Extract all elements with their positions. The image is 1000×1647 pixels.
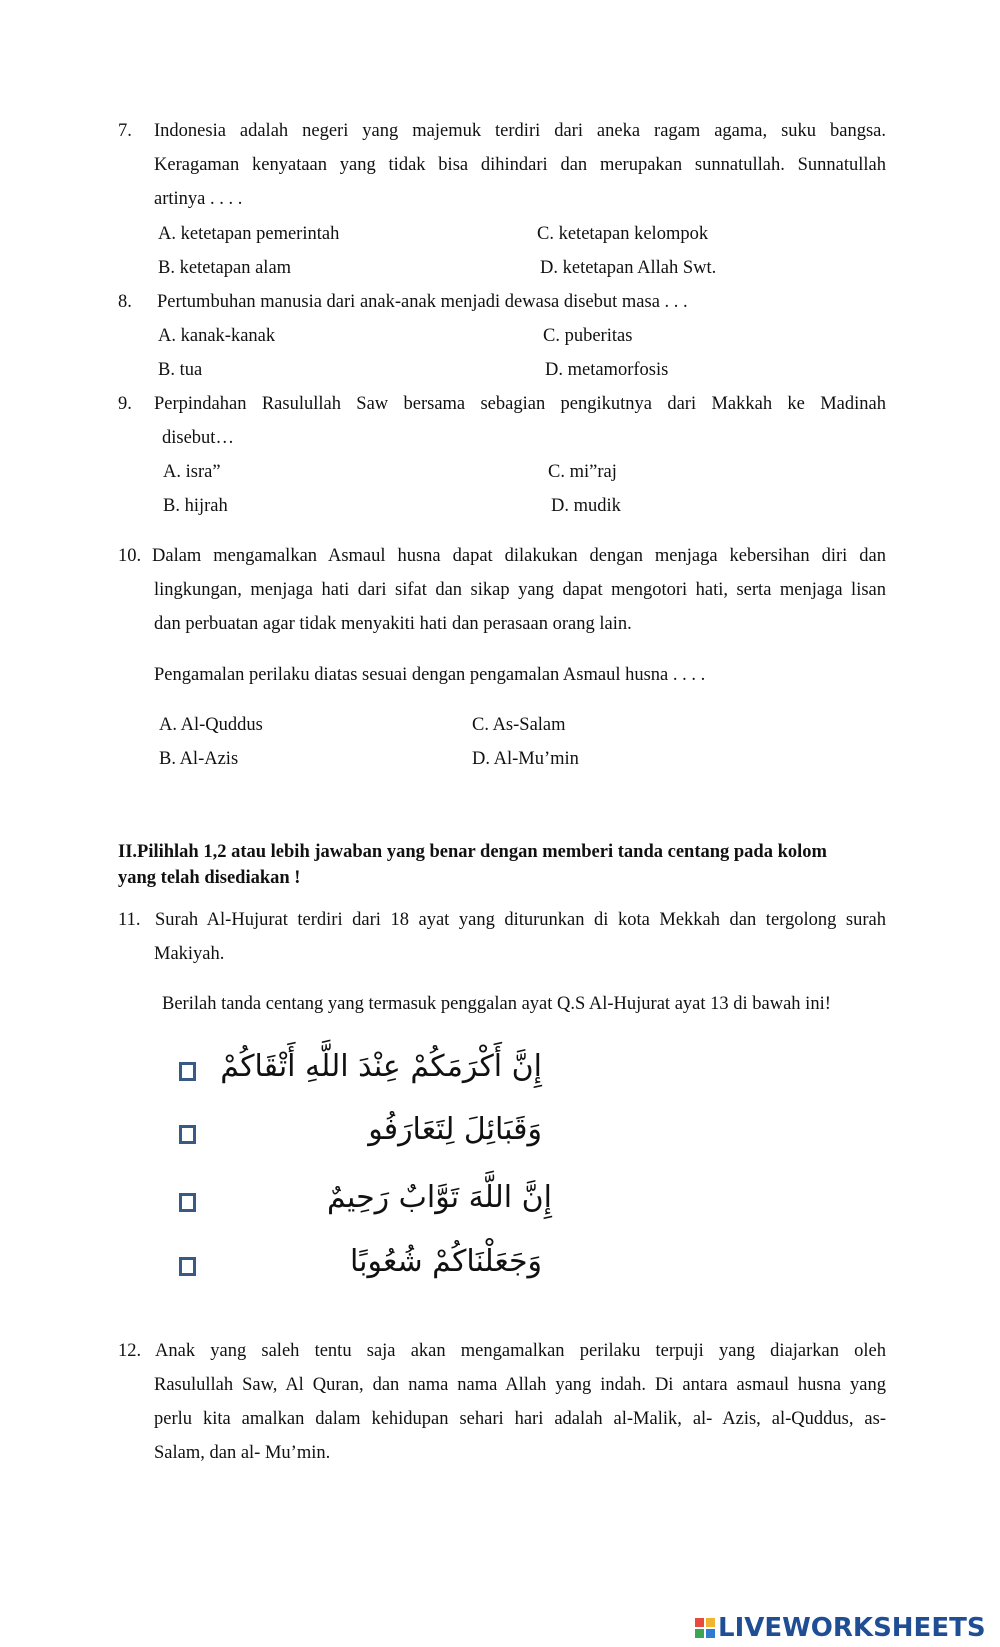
question-text: Surah Al-Hujurat terdiri dari 18 ayat yang diturunkan di kota Mekkah dan tergolong surah bbox=[155, 910, 886, 930]
option-b: B. tua bbox=[158, 360, 203, 380]
arabic-verse-choice: وَجَعَلْنَاكُمْ شُعُوبًا bbox=[349, 1244, 542, 1279]
option-c: C. mi”raj bbox=[548, 462, 617, 482]
answer-checkbox[interactable] bbox=[179, 1257, 196, 1276]
option-a: A. isra” bbox=[163, 462, 221, 482]
option-c: C. puberitas bbox=[543, 326, 633, 346]
option-b: B. hijrah bbox=[163, 496, 228, 516]
question-text: Makiyah. bbox=[154, 944, 225, 964]
section-heading: yang telah disediakan ! bbox=[118, 868, 301, 888]
option-a: A. Al-Quddus bbox=[159, 715, 263, 735]
question-text: Perpindahan Rasulullah Saw bersama sebagian pengikutnya dari Makkah ke Madinah bbox=[154, 394, 886, 414]
answer-checkbox[interactable] bbox=[179, 1125, 196, 1144]
question-number: 12. bbox=[118, 1341, 142, 1361]
option-b: B. Al-Azis bbox=[159, 749, 239, 769]
section-heading: II.Pilihlah 1,2 atau lebih jawaban yang benar dengan memberi tanda centang pada kolom bbox=[118, 842, 827, 862]
question-text: lingkungan, menjaga hati dari sifat dan sikap yang dapat mengotori hati, serta menjaga lisan bbox=[154, 580, 886, 600]
option-c: C. ketetapan kelompok bbox=[537, 224, 709, 244]
question-text: Dalam mengamalkan Asmaul husna dapat dilakukan dengan menjaga kebersihan diri dan bbox=[152, 546, 886, 566]
arabic-verse-choice: إِنَّ اللَّهَ تَوَّابٌ رَحِيمٌ bbox=[327, 1180, 552, 1215]
option-d: D. mudik bbox=[551, 496, 621, 516]
question-text: disebut… bbox=[162, 428, 234, 448]
question-number: 8. bbox=[118, 292, 132, 312]
logo-text: LIVEWORKSHEETS bbox=[718, 1613, 986, 1643]
question-number: 7. bbox=[118, 121, 132, 141]
arabic-verse-choice: وَقَبَائِلَ لِتَعَارَفُو bbox=[368, 1112, 542, 1147]
question-prompt: Pengamalan perilaku diatas sesuai dengan pengamalan Asmaul husna . . . . bbox=[154, 665, 706, 685]
question-number: 9. bbox=[118, 394, 132, 414]
question-text: Keragaman kenyataan yang tidak bisa dihindari dan merupakan sunnatullah. Sunnatullah bbox=[154, 155, 886, 175]
logo-icon bbox=[695, 1618, 715, 1638]
question-text: Anak yang saleh tentu saja akan mengamalkan perilaku terpuji yang diajarkan oleh bbox=[155, 1341, 886, 1361]
option-b: B. ketetapan alam bbox=[158, 258, 292, 278]
arabic-verse-choice: إِنَّ أَكْرَمَكُمْ عِنْدَ اللَّهِ أَتْقَاكُمْ bbox=[220, 1049, 542, 1084]
answer-checkbox[interactable] bbox=[179, 1062, 196, 1081]
question-text: perlu kita amalkan dalam kehidupan sehari hari adalah al-Malik, al- Azis, al-Quddus, as- bbox=[154, 1409, 886, 1429]
question-text: Indonesia adalah negeri yang majemuk terdiri dari aneka ragam agama, suku bangsa. bbox=[154, 121, 886, 141]
option-d: D. metamorfosis bbox=[545, 360, 669, 380]
question-text: artinya . . . . bbox=[154, 189, 243, 209]
question-text: Pertumbuhan manusia dari anak-anak menjadi dewasa disebut masa . . . bbox=[157, 292, 688, 312]
question-text: dan perbuatan agar tidak menyakiti hati dan perasaan orang lain. bbox=[154, 614, 632, 634]
question-number: 11. bbox=[118, 910, 141, 930]
option-d: D. ketetapan Allah Swt. bbox=[540, 258, 717, 278]
question-text: Rasulullah Saw, Al Quran, dan nama nama Allah yang indah. Di antara asmaul husna yang bbox=[154, 1375, 886, 1395]
question-prompt: Berilah tanda centang yang termasuk penggalan ayat Q.S Al-Hujurat ayat 13 di bawah ini! bbox=[162, 994, 831, 1014]
answer-checkbox[interactable] bbox=[179, 1193, 196, 1212]
option-d: D. Al-Mu’min bbox=[472, 749, 579, 769]
liveworksheets-logo bbox=[695, 1613, 986, 1643]
question-number: 10. bbox=[118, 546, 142, 566]
option-a: A. kanak-kanak bbox=[158, 326, 276, 346]
question-text: Salam, dan al- Mu’min. bbox=[154, 1443, 331, 1463]
option-c: C. As-Salam bbox=[472, 715, 566, 735]
option-a: A. ketetapan pemerintah bbox=[158, 224, 340, 244]
